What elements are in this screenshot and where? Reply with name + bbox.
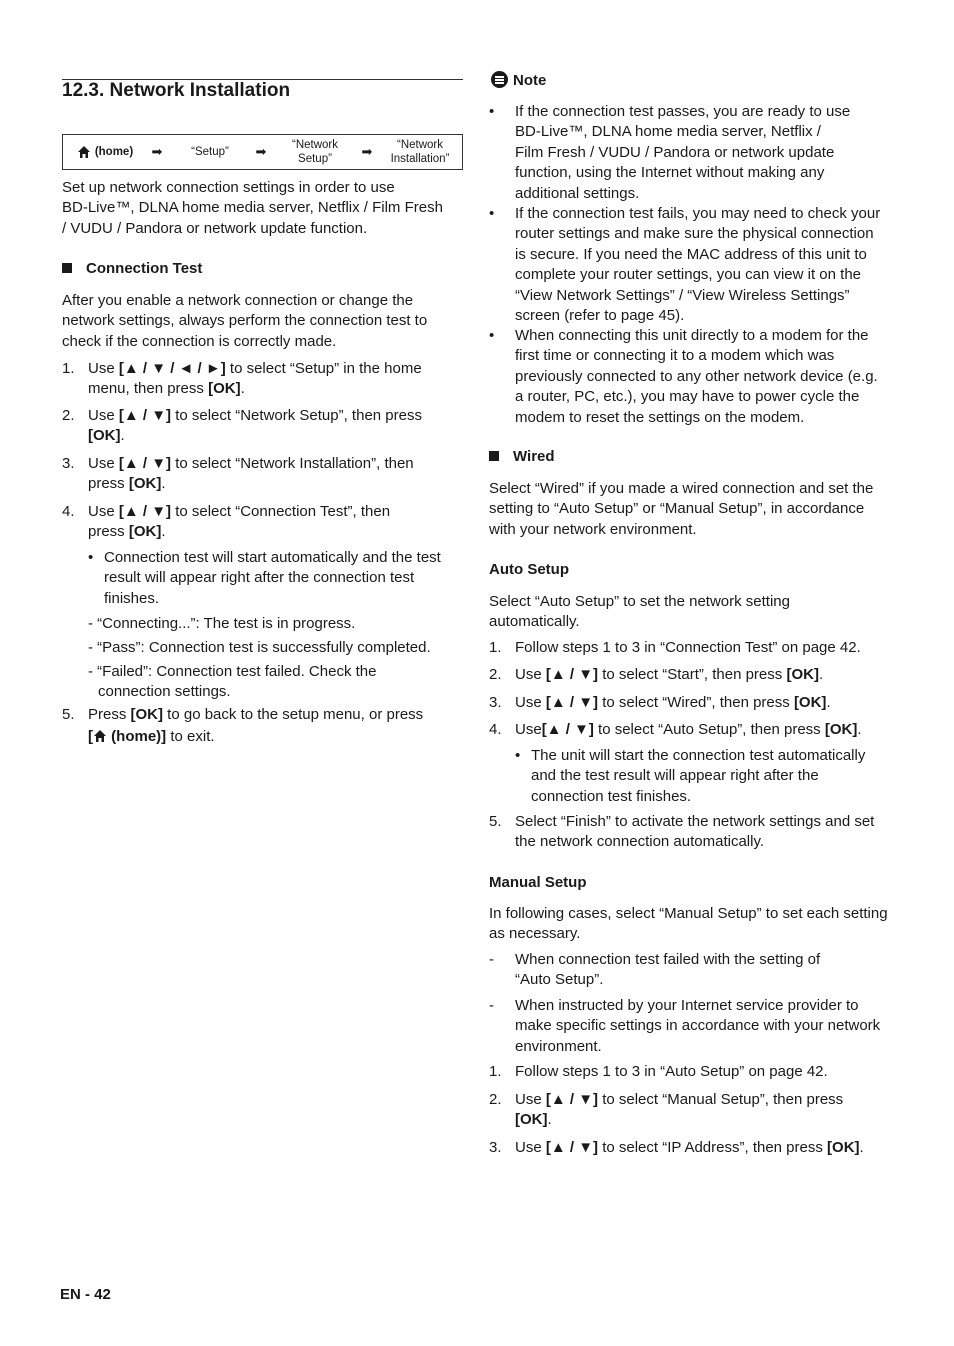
intro-line: as necessary. <box>489 925 581 943</box>
step-text: to exit. <box>166 728 215 746</box>
auto-setup-heading: Auto Setup <box>489 561 569 578</box>
home-icon <box>77 145 91 159</box>
bullet-dot: • <box>489 205 495 222</box>
intro-line: In following cases, select “Manual Setup” to set each setting <box>489 905 888 922</box>
step-text: Press <box>88 706 131 723</box>
nav-network-install-line2: Installation” <box>390 153 450 165</box>
step-number: 3. <box>489 694 502 711</box>
note-line: is secure. If you need the MAC address of this unit to <box>515 245 867 263</box>
step-text: the network connection automatically. <box>515 833 765 851</box>
arrow-right-icon: ➡ <box>361 144 373 159</box>
note-line: modem to reset the settings on the modem. <box>515 408 805 426</box>
note-line: first time or connecting it to a modem which was <box>515 347 835 365</box>
home-icon <box>93 729 107 743</box>
intro-line: automatically. <box>489 613 580 631</box>
step-text: Use <box>88 503 119 520</box>
manual-setup-intro <box>489 904 889 945</box>
intro-line: / VUDU / Pandora or network update function. <box>62 219 368 237</box>
bullet-line: Connection test will start automatically and the test <box>104 549 441 566</box>
step-text: to select “Start”, then press <box>598 666 787 683</box>
nav-home-label: (home) <box>94 146 134 158</box>
note-line: screen (refer to page 45). <box>515 307 685 325</box>
intro-line: After you enable a network connection or change the <box>62 292 414 309</box>
bullet-dot: • <box>489 327 495 344</box>
section-title: 12.3. Network Installation <box>62 80 291 101</box>
step-number: 1. <box>489 1063 502 1080</box>
step-text: to select “Manual Setup”, then press <box>598 1091 844 1108</box>
step-text: . <box>120 427 125 445</box>
step-number: 5. <box>489 813 502 830</box>
key-label: [▲ / ▼] <box>541 721 594 738</box>
step-text: to select “Wired”, then press <box>598 694 794 711</box>
step-number: 2. <box>489 1091 502 1108</box>
dash-line: When connection test failed with the setting of <box>515 951 821 968</box>
bullet-line: result will appear right after the connection test <box>104 569 415 587</box>
wired-intro <box>489 479 889 540</box>
note-line: function, using the Internet without making any <box>515 164 825 182</box>
bullet-line: finishes. <box>104 589 160 607</box>
bullet-dot: • <box>88 549 94 566</box>
step-number: 3. <box>489 1139 502 1156</box>
step-text: Use <box>515 1139 546 1156</box>
square-bullet-icon <box>489 451 499 461</box>
key-label: [▲ / ▼] <box>545 694 599 711</box>
bullet-line: connection test finishes. <box>531 787 692 805</box>
auto-setup-intro <box>489 592 889 633</box>
key-label: [▲ / ▼] <box>118 455 172 472</box>
step-text: press <box>88 523 129 541</box>
dash-marker: - <box>489 951 494 968</box>
note-line: complete your router settings, you can view it on the <box>515 266 862 284</box>
nav-home <box>69 135 141 169</box>
status-line: - “Pass”: Connection test is successfully completed. <box>88 639 431 656</box>
step-text: . <box>857 721 862 738</box>
key-label: [OK] <box>515 1111 548 1129</box>
key-label: [OK] <box>130 706 164 723</box>
key-label: [▲ / ▼] <box>118 503 172 520</box>
step-number: 4. <box>489 721 502 738</box>
connection-test-heading <box>62 260 202 277</box>
connection-test-intro <box>62 291 463 352</box>
key-label: [OK] <box>824 721 858 738</box>
step-number: 2. <box>489 666 502 683</box>
bullet-dot: • <box>489 103 495 120</box>
note-heading-text: Note <box>513 72 547 89</box>
intro-line: check if the connection is correctly made. <box>62 332 337 350</box>
key-label: [▲ / ▼ / ◄ / ►] <box>118 360 226 377</box>
bullet-line: The unit will start the connection test automatically <box>531 747 866 764</box>
key-label: [OK] <box>793 694 827 711</box>
nav-setup: “Setup” <box>191 146 229 158</box>
dash-line: make specific settings in accordance with your network <box>515 1017 881 1035</box>
step-text: to go back to the setup menu, or press <box>163 706 424 723</box>
intro-line: BD-Live™, DLNA home media server, Netflix / Film Fresh <box>62 199 443 217</box>
step-text: press <box>88 475 129 493</box>
wired-heading <box>489 448 555 465</box>
step-text: . <box>826 694 831 711</box>
step-text: to select “Auto Setup”, then press <box>593 721 825 738</box>
step-number: 4. <box>62 503 75 520</box>
dash-line: When instructed by your Internet service provider to <box>515 997 859 1014</box>
step-text: Use <box>515 666 546 683</box>
step-text: Use <box>88 360 119 377</box>
note-line: previously connected to any other network device (e.g. <box>515 367 878 385</box>
intro-line: with your network environment. <box>489 520 697 538</box>
step-text: Use <box>88 407 119 424</box>
step-text: to select “IP Address”, then press <box>598 1139 828 1156</box>
intro-line: setting to “Auto Setup” or “Manual Setup”, in accordance <box>489 500 865 518</box>
intro-line: Select “Auto Setup” to set the network setting <box>489 593 790 610</box>
note-line: If the connection test fails, you may need to check your <box>515 205 881 222</box>
step-number: 5. <box>62 706 75 723</box>
arrow-right-icon: ➡ <box>151 144 163 159</box>
key-label: [▲ / ▼] <box>545 666 599 683</box>
step-text: . <box>547 1111 552 1129</box>
step-text: . <box>859 1139 864 1156</box>
note-line: additional settings. <box>515 184 640 202</box>
step-text: menu, then press <box>88 380 209 398</box>
dash-line: environment. <box>515 1037 602 1055</box>
note-line: router settings and make sure the physical connection <box>515 225 874 243</box>
square-bullet-icon <box>62 263 72 273</box>
nav-network-setup-line2: Setup” <box>298 153 332 165</box>
step-text: Use <box>88 455 119 472</box>
step-text: Use <box>515 721 542 738</box>
status-line: connection settings. <box>98 683 231 701</box>
step-text: Use <box>515 1091 546 1108</box>
arrow-right-icon: ➡ <box>255 144 267 159</box>
step-text: to select “Connection Test”, then <box>171 503 391 520</box>
key-label: [▲ / ▼] <box>118 407 172 424</box>
nav-path-box <box>62 134 463 170</box>
key-label: [OK] <box>128 523 162 541</box>
step-text: to select “Network Installation”, then <box>171 455 414 472</box>
key-label: [OK] <box>128 475 162 493</box>
status-line: - “Failed”: Connection test failed. Check the <box>88 663 377 680</box>
bullet-dot: • <box>515 747 521 764</box>
step-text: Follow steps 1 to 3 in “Connection Test” on page 42. <box>515 639 861 656</box>
page-number: EN - 42 <box>60 1286 111 1303</box>
step-number: 1. <box>489 639 502 656</box>
dash-marker: - <box>489 997 494 1014</box>
intro-line: network settings, always perform the connection test to <box>62 312 428 330</box>
note-line: When connecting this unit directly to a modem for the <box>515 327 869 344</box>
step-text: Follow steps 1 to 3 in “Auto Setup” on page 42. <box>515 1063 828 1080</box>
nav-network-setup-line1: “Network <box>291 139 338 151</box>
key-label: [▲ / ▼] <box>545 1091 599 1108</box>
nav-network-installation <box>381 135 459 169</box>
connection-test-heading-text: Connection Test <box>86 260 203 277</box>
key-label: [OK] <box>208 380 241 398</box>
intro-line: Set up network connection settings in order to use <box>62 179 395 196</box>
step-text: . <box>161 475 166 493</box>
note-icon <box>491 71 508 88</box>
dash-line: “Auto Setup”. <box>515 971 604 989</box>
step-text: . <box>161 523 166 541</box>
key-label: [▲ / ▼] <box>545 1139 599 1156</box>
step-number: 2. <box>62 407 75 424</box>
nav-network-install-line1: “Network <box>396 139 443 151</box>
key-label: [OK] <box>786 666 819 683</box>
status-line: - “Connecting...”: The test is in progress. <box>88 615 356 632</box>
step-text: . <box>818 666 824 683</box>
note-line: If the connection test passes, you are ready to use <box>515 103 851 120</box>
step-text: to select “Setup” in the home <box>225 360 422 377</box>
wired-heading-text: Wired <box>513 448 555 465</box>
key-label: [OK] <box>88 427 121 445</box>
key-label: (home)] <box>107 728 167 746</box>
intro-paragraph <box>62 178 463 239</box>
manual-setup-heading: Manual Setup <box>489 874 587 891</box>
step-number: 1. <box>62 360 75 377</box>
note-line: a router, PC, etc.), you may have to power cycle the <box>515 388 860 406</box>
note-heading <box>491 71 546 89</box>
key-label: [ <box>88 728 93 746</box>
step-text: to select “Network Setup”, then press <box>171 407 422 424</box>
step-text: Use <box>515 694 546 711</box>
key-label: [OK] <box>827 1139 860 1156</box>
bullet-line: and the test result will appear right after the <box>531 767 819 785</box>
nav-network-setup <box>277 135 353 169</box>
step-text: . <box>240 380 245 398</box>
step-number: 3. <box>62 455 75 472</box>
intro-line: Select “Wired” if you made a wired connection and set the <box>489 480 874 497</box>
note-line: Film Fresh / VUDU / Pandora or network update <box>515 143 835 161</box>
note-line: “View Network Settings” / “View Wireless Settings” <box>515 286 850 304</box>
step-text: Select “Finish” to activate the network settings and set <box>515 813 875 830</box>
status-list <box>88 614 463 703</box>
note-line: BD-Live™, DLNA home media server, Netflix / <box>515 123 821 141</box>
